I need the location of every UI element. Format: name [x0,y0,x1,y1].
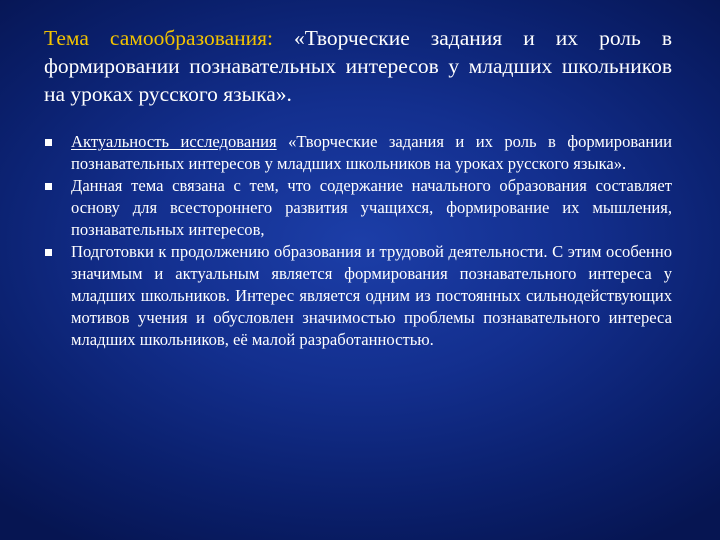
bullet-text: «Творческие задания и их роль в формировании познавательных интересов у младших школьников на уроках русского языка». [71,132,673,173]
title-text: «Творческие задания и их роль в формировании познавательных интересов у младших школьников на уроках русского языка». [44,26,673,106]
bullet-text: Данная тема связана с тем, что содержание начального образования составляет основу для всестороннего развития учащихся, формирование их мышления, познавательных интересов, [71,176,672,239]
square-bullet-icon [45,139,52,146]
bullet-list [44,131,672,351]
slide-title [44,24,672,108]
bullet-item-relevance [44,131,672,175]
bullet-item-topic [44,175,672,241]
square-bullet-icon [45,249,52,256]
bullet-item-preparation [44,241,672,351]
bullet-text: Подготовки к продолжению образования и трудовой деятельности. С этим особенно значимым и актуальным является формирования познавательного интереса у младших школьников. Интерес является одним из постоянных сильнодействующих мотивов учения и обусловлен значимостью проблемы познавательного интереса младших школьников, её малой разработанностью. [71,242,672,349]
square-bullet-icon [45,183,52,190]
title-label: Тема самообразования: [44,26,273,50]
bullet-lead-text: Актуальность исследования [71,132,277,151]
